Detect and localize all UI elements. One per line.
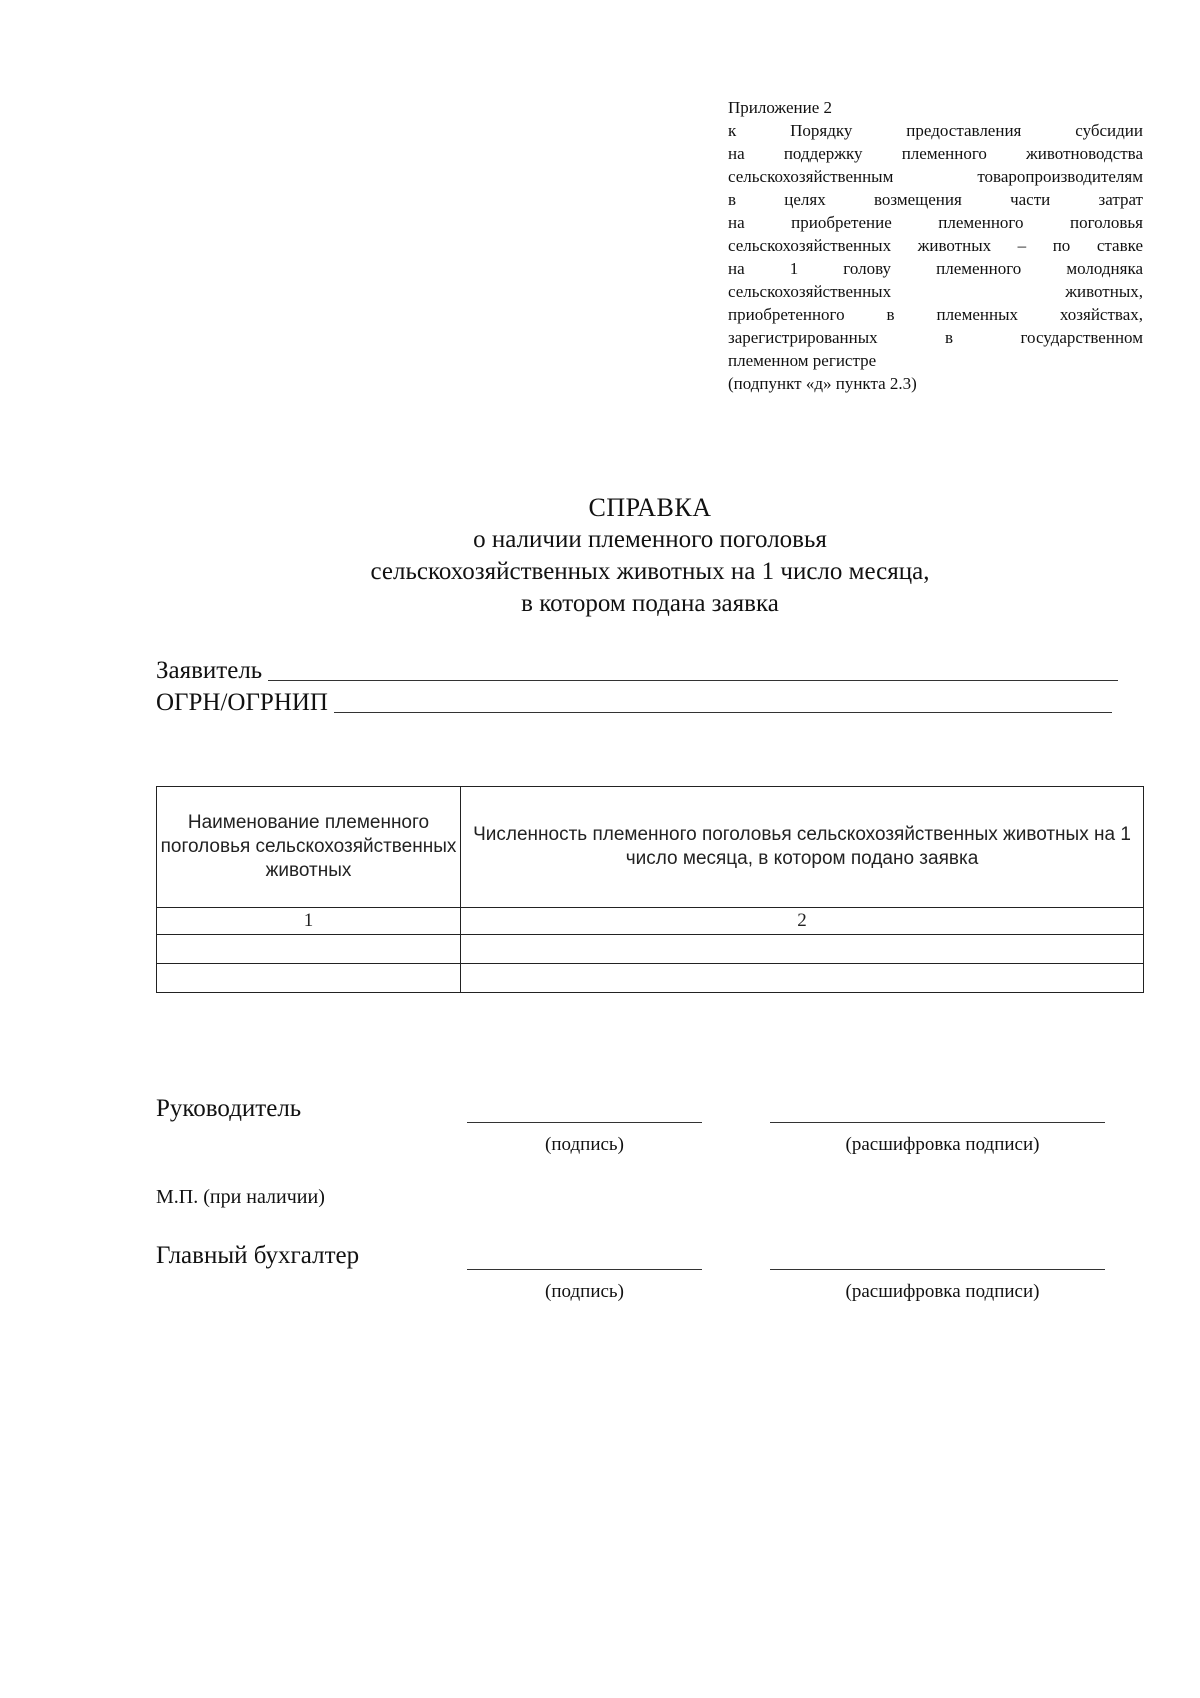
table-cell[interactable]: [157, 964, 461, 993]
document-title: [150, 492, 1150, 620]
head-signature-line[interactable]: [467, 1122, 702, 1123]
head-decoding-caption: (расшифровка подписи): [845, 1134, 1040, 1155]
accountant-decoding-caption: (расшифровка подписи): [845, 1281, 1040, 1302]
table-row: [157, 935, 1144, 964]
appendix-line: зарегистрированных в государственном: [728, 328, 1143, 347]
table-row: [157, 964, 1144, 993]
appendix-line: Приложение 2: [728, 98, 832, 117]
accountant-decoding-line[interactable]: [770, 1269, 1105, 1270]
accountant-label: Главный бухгалтер: [156, 1242, 360, 1269]
appendix-note: [728, 96, 1143, 395]
appendix-line: на приобретение племенного поголовья: [728, 213, 1143, 232]
title-line: сельскохозяйственных животных на 1 число месяца,: [370, 558, 930, 585]
table-header-row: [157, 787, 1144, 908]
appendix-line: (подпункт «д» пункта 2.3): [728, 374, 917, 393]
ogrn-label: ОГРН/ОГРНИП: [156, 689, 328, 716]
appendix-line: на поддержку племенного животноводства: [728, 144, 1143, 163]
appendix-line: в целях возмещения части затрат: [728, 190, 1143, 209]
accountant-signature-line[interactable]: [467, 1269, 702, 1270]
appendix-line: на 1 голову племенного молодняка: [728, 259, 1143, 278]
appendix-line: племенном регистре: [728, 351, 877, 370]
title-line: в котором подана заявка: [521, 590, 779, 617]
appendix-line: сельскохозяйственных животных – по ставке: [728, 236, 1143, 255]
applicant-field[interactable]: [156, 656, 1118, 686]
applicant-input-line[interactable]: [268, 680, 1118, 681]
appendix-line: сельскохозяйственных животных,: [728, 282, 1143, 301]
table-cell[interactable]: [157, 935, 461, 964]
column-number: 2: [461, 908, 1144, 935]
head-signature-caption: (подпись): [545, 1134, 624, 1155]
title-line: о наличии племенного поголовья: [473, 526, 827, 553]
livestock-table: [156, 786, 1144, 993]
head-decoding-line[interactable]: [770, 1122, 1105, 1123]
accountant-signature-caption: (подпись): [545, 1281, 624, 1302]
header-livestock-count: Численность племенного поголовья сельскохозяйственных животных на 1 число месяца, в котором подано заявка: [461, 787, 1144, 908]
table-cell[interactable]: [461, 935, 1144, 964]
appendix-line: приобретенного в племенных хозяйствах,: [728, 305, 1143, 324]
applicant-label: Заявитель: [156, 657, 263, 684]
stamp-label: М.П. (при наличии): [156, 1186, 325, 1208]
table-cell[interactable]: [461, 964, 1144, 993]
ogrn-input-line[interactable]: [334, 712, 1112, 713]
appendix-line: сельскохозяйственным товаропроизводителям: [728, 167, 1143, 186]
header-livestock-name: Наименование племенного поголовья сельскохозяйственных животных: [157, 787, 461, 908]
head-label: Руководитель: [156, 1095, 302, 1122]
ogrn-field[interactable]: [156, 688, 1112, 718]
title-main: СПРАВКА: [588, 493, 712, 522]
column-number: 1: [157, 908, 461, 935]
column-number-row: [157, 908, 1144, 935]
appendix-line: к Порядку предоставления субсидии: [728, 121, 1143, 140]
